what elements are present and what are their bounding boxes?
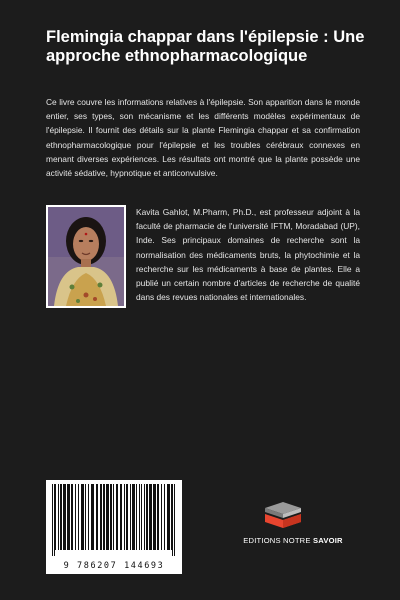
barcode-bar [67, 484, 70, 550]
barcode-bar [136, 484, 137, 550]
book-description: Ce livre couvre les informations relatives à l'épilepsie. Son apparition dans le monde entier, ses types, son mécanisme et les différents modèles expérimentaux de l'épilepsie. Il fournit des détails sur la plante Flemingia chappar et sa confirmation ethnopharmacologique pour l'épilepsie et les troubles cérébraux connexes en menant diverses expériences. Les résultats ont montré que la plante possède une activité sédative, hypnotique et anticonvulsive. [46, 97, 360, 179]
barcode-bar [153, 484, 156, 550]
barcode-bar [171, 484, 172, 550]
barcode-bar [75, 484, 76, 550]
author-portrait-image [48, 207, 124, 306]
isbn-barcode [46, 480, 182, 574]
barcode-bar [103, 484, 105, 550]
barcode-bar [126, 484, 128, 550]
barcode-bar [116, 484, 118, 550]
author-bio: Kavita Gahlot, M.Pharm, Ph.D., est professeur adjoint à la faculté de pharmacie de l'université IFTM, Moradabad (UP), Inde. Ses principaux domaines de recherche sont la normalisation des médicaments bruts, la phytochimie et la recherche sur les médicaments à base de plantes. Elle a publié un certain nombre d'articles de recherche de qualité dans des revues nationales et internationales. [136, 207, 360, 303]
barcode-bar [55, 484, 56, 550]
barcode-bar [110, 484, 112, 550]
barcode-bar [58, 484, 59, 550]
barcode-bar [71, 484, 73, 550]
barcode-bar [63, 484, 66, 550]
barcode-bar [161, 484, 162, 550]
barcode-bar [164, 484, 165, 550]
barcode-bar [85, 484, 86, 550]
barcode-bar [124, 484, 125, 550]
barcode-bar [91, 484, 94, 550]
barcode-bar [157, 484, 159, 550]
barcode-bar [106, 484, 109, 550]
barcode-bar [78, 484, 79, 550]
book-title: Flemingia chappar dans l'épilepsie : Une approche ethnopharmacologique [46, 28, 365, 65]
author-photo [46, 205, 126, 308]
barcode-bar [52, 484, 53, 556]
publisher-logo [228, 498, 358, 552]
barcode-bar [139, 484, 140, 550]
barcode-bar [146, 484, 148, 550]
barcode-bar [130, 484, 131, 550]
barcode-bar [96, 484, 98, 550]
barcode-bar [167, 484, 170, 550]
barcode-bar [144, 484, 145, 550]
barcode-bar [100, 484, 102, 550]
publisher-name-bold: SAVOIR [312, 536, 343, 545]
barcode-bar [88, 484, 89, 550]
barcode-bar [113, 484, 114, 550]
publisher-name-prefix: EDITIONS NOTRE [243, 536, 313, 545]
barcode-bar [60, 484, 62, 550]
barcode-bar [81, 484, 84, 550]
barcode-bar [174, 484, 175, 556]
barcode-bar [54, 484, 55, 556]
barcode-bar [149, 484, 152, 550]
barcode-bar [141, 484, 142, 550]
barcode-bar [132, 484, 135, 550]
stacked-books-icon [263, 498, 303, 530]
barcode-bar [120, 484, 122, 550]
isbn-digits: 9 786207 144693 [63, 561, 165, 571]
barcode-bars [46, 480, 182, 560]
barcode-bar [172, 484, 173, 556]
publisher-name [228, 536, 358, 545]
